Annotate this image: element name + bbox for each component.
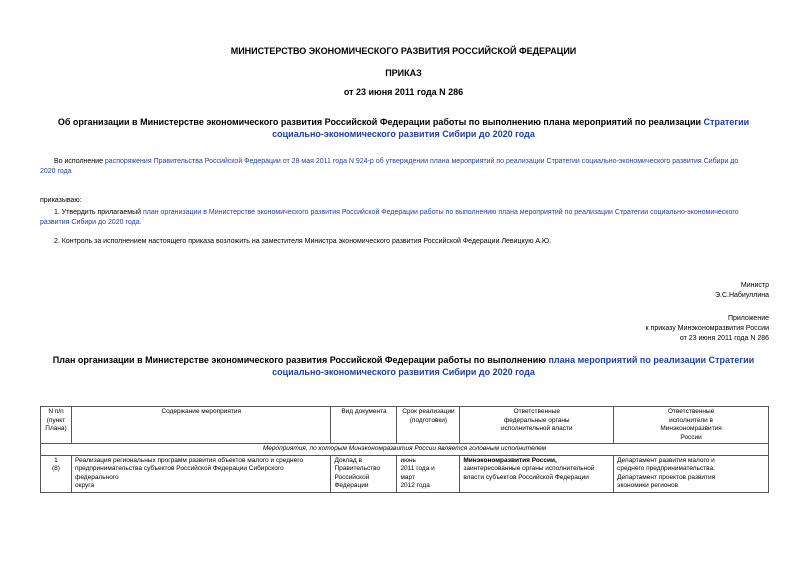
row-bodies: Минэкономразвития России, заинтересованные органы исполнительной власти субъектов Российской Федерации	[460, 455, 614, 492]
table-subheader-row	[41, 444, 769, 456]
col-executors-header: Ответственные исполнители в Минэкономразвития России	[614, 407, 769, 444]
plan-measures-link-cont[interactable]: социально-экономического развития Сибири до 2020 года	[272, 367, 535, 377]
row-executors: Департамент развития малого и среднего предпринимательства, Департамент проектов развития экономики регионов	[614, 455, 769, 492]
row-term: июнь 2011 года и март 2012 года	[397, 455, 460, 492]
row-number: 1 (8)	[41, 455, 72, 492]
doc-date-number: от 23 июня 2011 года N 286	[343, 87, 464, 97]
order-title	[0, 116, 807, 140]
doc-type: ПРИКАЗ	[385, 68, 422, 78]
plan-title-text: План организации в Министерстве экономического развития Российской Федерации работы по выполнению	[52, 355, 549, 365]
table-row	[41, 455, 769, 492]
decree-link-cont[interactable]: 2020 года	[40, 168, 72, 175]
table-header-row	[41, 407, 769, 444]
appendix-date: от 23 июня 2011 года N 286	[679, 335, 769, 342]
item-1	[54, 208, 774, 218]
intro-paragraph	[54, 157, 774, 167]
plan-link[interactable]: план организации в Министерстве экономического развития Российской Федерации работы по выполнению плана мероприятий по реализации Стратегии социально-экономического	[142, 209, 739, 216]
intro-prefix: Во исполнение	[54, 158, 105, 165]
col-number-header: N п/п (пункт Плана)	[41, 407, 72, 444]
appendix-ref: к приказу Минэкономразвития России	[645, 325, 769, 332]
row-doc: Доклад в Правительство Российской Федерации	[331, 455, 397, 492]
plan-measures-link[interactable]: плана мероприятий по реализации Стратегии	[548, 355, 755, 365]
table-subheader: Мероприятия, по которым Минэкономразвития России является головным исполнителем	[41, 444, 769, 456]
plan-title	[0, 354, 807, 378]
signature-position: Министр	[740, 282, 769, 289]
decree-link[interactable]: распоряжения Правительства Российской Федерации от 28 мая 2011 года N 924-р об утверждении плана мероприятий по реализации Стратегии социально-экономического развития Сибири до	[104, 158, 739, 165]
col-doc-header: Вид документа	[331, 407, 397, 444]
col-content-header: Содержание мероприятия	[71, 407, 331, 444]
order-title-text: Об организации в Министерстве экономического развития Российской Федерации работы по выполнению плана мероприятий по реализации	[57, 117, 704, 127]
col-term-header: Срок реализации (подготовки)	[397, 407, 460, 444]
signature-name: Э.С.Набиуллина	[714, 292, 769, 299]
row-content: Реализация региональных программ развития объектов малого и среднего предпринимательства субъектов Российской Федерации Сибирского федерального округа	[71, 455, 331, 492]
item-2: 2. Контроль за исполнением настоящего приказа возложить на заместителя Министра экономического развития Российской Федерации Левицкую А.Ю.	[54, 238, 552, 245]
strategy-link-cont[interactable]: социально-экономического развития Сибири до 2020 года	[272, 129, 535, 139]
order-word: приказываю:	[40, 197, 82, 204]
col-bodies-header: Ответственные федеральные органы исполнительной власти	[460, 407, 614, 444]
appendix-label: Приложение	[727, 315, 769, 322]
plan-link-cont[interactable]: развития Сибири до 2020 года.	[40, 219, 142, 226]
plan-table	[40, 406, 769, 493]
ministry-heading: МИНИСТЕРСТВО ЭКОНОМИЧЕСКОГО РАЗВИТИЯ РОССИЙСКОЙ ФЕДЕРАЦИИ	[230, 46, 577, 56]
strategy-link[interactable]: Стратегии	[703, 117, 750, 127]
item-1-prefix: 1. Утвердить прилагаемый	[54, 209, 143, 216]
